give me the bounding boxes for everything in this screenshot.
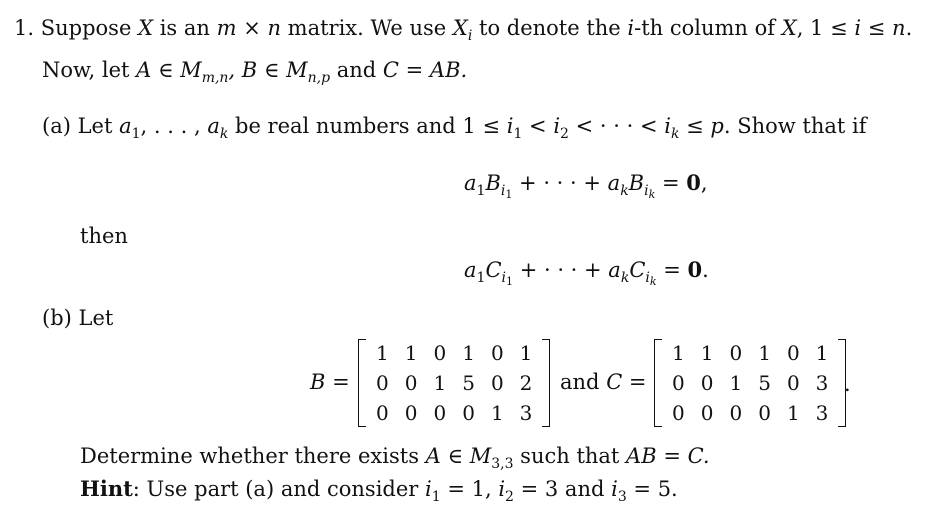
sub-1: 1: [513, 126, 523, 142]
text: Determine whether there exists: [80, 444, 426, 468]
var-m: m: [216, 16, 237, 40]
matrix-row: [664, 398, 836, 428]
left-bracket: [654, 339, 662, 427]
sub-2: 2: [560, 126, 569, 142]
var-i: i: [627, 16, 635, 40]
part-a-line: [42, 116, 867, 141]
var-xi: X: [452, 16, 468, 40]
text: . Show that if: [723, 114, 867, 138]
var-p: p: [710, 114, 724, 138]
now-line: [42, 60, 467, 85]
matrix-cell: 1: [433, 371, 447, 395]
sub-k: k: [219, 126, 229, 142]
matrix-cell: 0: [700, 371, 714, 395]
matrix-cell: 0: [376, 371, 389, 395]
var-i: i: [498, 477, 506, 501]
matrix-cell: 0: [786, 371, 800, 395]
text: = 1,: [440, 477, 499, 501]
matrix-period: .: [844, 372, 851, 396]
matrix-cell: 0: [376, 401, 389, 425]
matrix-cell: 1: [700, 341, 714, 365]
var-i: i: [506, 114, 514, 138]
matrix-row: [664, 368, 836, 398]
text: Let: [77, 114, 120, 138]
matrix-cell: 0: [404, 401, 418, 425]
matrix-cell: 0: [490, 371, 504, 395]
matrix-cell: 1: [758, 341, 771, 365]
matrix-b-table: [368, 338, 540, 428]
and-c-equals: [560, 370, 647, 394]
equation-1: $a_1B_{i_1}$ + · · · + $a_kB_{i_k} = 0$,: [464, 170, 708, 201]
text: ,: [700, 171, 708, 195]
text: + · · · +: [512, 171, 608, 195]
var-a: a: [119, 114, 132, 138]
text: B =: [310, 370, 350, 394]
math-a-def: A ∈ M: [136, 58, 202, 82]
matrix-cell: 0: [729, 341, 743, 365]
problem-number: 1.: [14, 16, 35, 40]
var-x: X: [138, 16, 154, 40]
var-c: C: [485, 258, 502, 282]
var-b: B: [628, 171, 645, 195]
matrix-cell: 1: [376, 341, 389, 365]
text: = 5.: [626, 477, 678, 501]
var-i: i: [553, 114, 561, 138]
left-bracket: [358, 339, 366, 427]
var-i: i: [611, 477, 618, 501]
text: and: [560, 370, 600, 394]
var-a: a: [207, 114, 220, 138]
text: <: [522, 114, 554, 138]
text: .: [905, 16, 913, 40]
matrix-cell: 0: [433, 401, 447, 425]
then-text: then: [80, 224, 128, 248]
zero-vector: 0: [686, 170, 701, 195]
text: ≤: [679, 114, 711, 138]
sub-k: k: [670, 126, 680, 142]
matrix-c-table: [664, 338, 836, 428]
matrix-cell: 5: [462, 371, 475, 395]
var-a: a: [464, 258, 477, 282]
sub-1: 1: [131, 126, 141, 142]
matrix-cell: 1: [786, 401, 800, 425]
matrix-cell: 5: [758, 371, 771, 395]
hint-line: Hint: Use part (a) and consider $i_1 = 1$, $i_2 = 3$ and $i_3 = 5$.: [80, 476, 678, 505]
text: =: [661, 171, 687, 195]
part-a-label: (a): [42, 114, 71, 138]
matrix-cell: 0: [462, 401, 475, 425]
math-a: A ∈ M: [425, 444, 492, 468]
text: + · · · +: [513, 258, 609, 282]
matrix-cell: 0: [700, 401, 714, 425]
text: Now, let: [42, 58, 130, 82]
var-n: n: [267, 16, 281, 40]
var-x: X: [781, 16, 797, 40]
matrix-cell: 1: [519, 341, 533, 365]
math-c-def: C = AB.: [382, 58, 468, 82]
text: ≤: [861, 16, 893, 40]
text: matrix. We use: [281, 16, 453, 40]
text: such that: [513, 444, 627, 468]
matrix-cell: 1: [404, 341, 418, 365]
matrix-cell: 1: [462, 341, 475, 365]
matrix-cell: 0: [404, 371, 418, 395]
matrix-cell: 2: [519, 371, 533, 395]
hint-label: Hint: [80, 476, 133, 501]
var-n: n: [892, 16, 906, 40]
b-equals: [310, 370, 350, 394]
var-i: i: [425, 477, 432, 501]
sub-i: i: [467, 28, 473, 44]
var-i: i: [854, 16, 862, 40]
matrix-cell: 1: [490, 401, 504, 425]
sub-33: 3,3: [491, 456, 514, 472]
text: C =: [606, 370, 647, 394]
matrix-row: [368, 368, 540, 398]
text: : Use part (a) and consider: [132, 477, 425, 501]
math-b-def: , B ∈ M: [228, 58, 308, 82]
equation-2: $a_1C_{i_1}$ + · · · + $a_kC_{i_k} = 0$.: [464, 257, 709, 288]
text: Suppose: [40, 16, 139, 40]
text: .: [702, 258, 709, 282]
intro-line: [14, 18, 912, 43]
text: =: [663, 258, 688, 282]
text: , 1 ≤: [796, 16, 855, 40]
var-b: B: [485, 171, 501, 195]
matrix-cell: 0: [672, 401, 685, 425]
var-a: a: [464, 171, 477, 195]
text: ×: [236, 16, 268, 40]
text: < · · · <: [568, 114, 665, 138]
matrix-cell: 0: [786, 341, 800, 365]
var-i: i: [664, 114, 671, 138]
determine-line: [80, 446, 710, 471]
text: , . . . ,: [140, 114, 208, 138]
matrix-cell: 1: [815, 341, 829, 365]
matrix-cell: 3: [519, 401, 533, 425]
text: Let: [78, 306, 114, 330]
part-b-label: (b): [42, 306, 72, 330]
var-c: C: [629, 258, 646, 282]
matrix-cell: 0: [433, 341, 447, 365]
text: be real numbers and 1 ≤: [228, 114, 507, 138]
part-b-line: [42, 308, 113, 329]
matrix-cell: 0: [758, 401, 771, 425]
matrix-c: [654, 338, 846, 428]
sub-mn: m,n: [201, 70, 229, 86]
matrix-b: [358, 338, 550, 428]
var-a: a: [607, 171, 621, 195]
matrix-cell: 1: [672, 341, 685, 365]
text: is an: [153, 16, 217, 40]
text: to denote the: [472, 16, 628, 40]
text: and: [330, 58, 383, 82]
text: -th column of: [634, 16, 782, 40]
matrix-cell: 0: [672, 371, 685, 395]
var-a: a: [608, 258, 621, 282]
matrix-cell: 0: [490, 341, 504, 365]
text: = 3 and: [513, 477, 612, 501]
matrix-cell: 3: [815, 371, 829, 395]
matrix-cell: 3: [815, 401, 829, 425]
matrix-cell: 1: [729, 371, 743, 395]
matrix-row: [664, 338, 836, 368]
matrix-cell: 0: [729, 401, 743, 425]
zero-vector: 0: [687, 257, 703, 282]
matrix-row: [368, 338, 540, 368]
right-bracket: [542, 339, 550, 427]
math-ab-c: AB = C.: [626, 444, 710, 468]
matrix-row: [368, 398, 540, 428]
sub-np: n,p: [307, 70, 331, 86]
